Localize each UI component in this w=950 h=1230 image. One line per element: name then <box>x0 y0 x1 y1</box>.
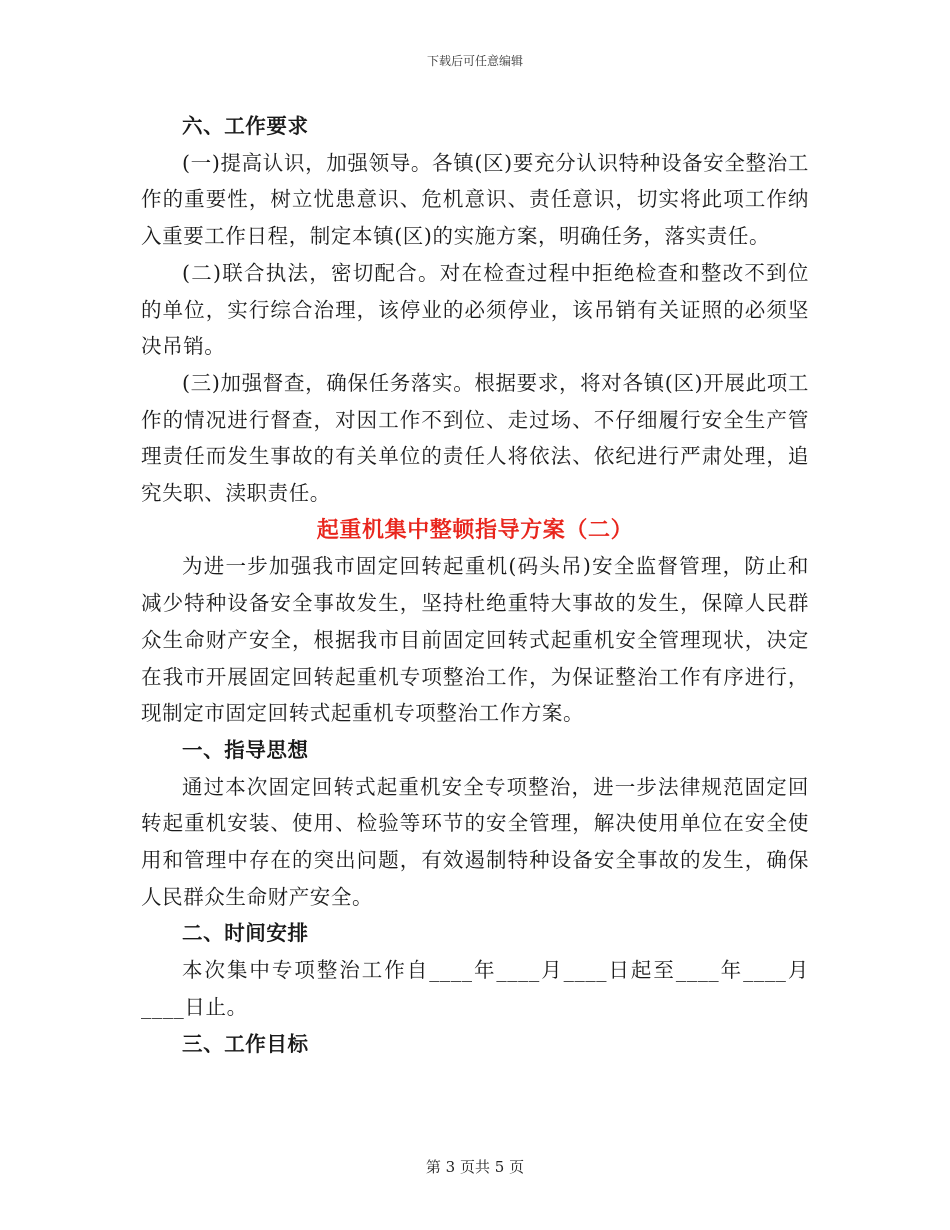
body-paragraph-dates: 本次集中专项整治工作自____年____月____日起至____年____月____日止。 <box>141 958 809 1019</box>
body-paragraph: 通过本次固定回转式起重机安全专项整治，进一步法律规范固定回转起重机安装、使用、检验等环节的安全管理，解决使用单位在安全使用和管理中存在的突出问题，有效遏制特种设备安全事故的发生，确保人民群众生命财产安全。 <box>141 774 809 909</box>
section-heading-schedule: 二、时间安排 <box>182 921 309 946</box>
section-heading-guiding-ideology: 一、指导思想 <box>182 737 309 762</box>
section-heading-work-requirements: 六、工作要求 <box>182 114 309 138</box>
page-header: 下载后可任意编辑 <box>426 54 523 68</box>
document-title: 起重机集中整顿指导方案（二） <box>316 516 634 543</box>
body-paragraph: (三)加强督查，确保任务落实。根据要求，将对各镇(区)开展此项工作的情况进行督查，对因工作不到位、走过场、不仔细履行安全生产管理责任而发生事故的有关单位的责任人将依法、依纪进行严肃处理，追究失职、渎职责任。 <box>141 370 809 506</box>
document-body <box>141 108 809 1062</box>
body-paragraph: (二)联合执法，密切配合。对在检查过程中拒绝检查和整改不到位的单位，实行综合治理，该停业的必须停业，该吊销有关证照的必须坚决吊销。 <box>141 260 809 359</box>
page-footer: 第 3 页共 5 页 <box>425 1158 525 1176</box>
body-paragraph: 为进一步加强我市固定回转起重机(码头吊)安全监督管理，防止和减少特种设备安全事故发生，坚持杜绝重特大事故的发生，保障人民群众生命财产安全，根据我市目前固定回转式起重机安全管理现状，决定在我市开展固定回转起重机专项整治工作，为保证整治工作有序进行，现制定市固定回转式起重机专项整治工作方案。 <box>141 554 809 726</box>
section-heading-work-goals: 三、工作目标 <box>182 1031 309 1056</box>
body-paragraph: (一)提高认识，加强领导。各镇(区)要充分认识特种设备安全整治工作的重要性，树立忧患意识、危机意识、责任意识，切实将此项工作纳入重要工作日程，制定本镇(区)的实施方案，明确任务，落实责任。 <box>141 150 809 249</box>
